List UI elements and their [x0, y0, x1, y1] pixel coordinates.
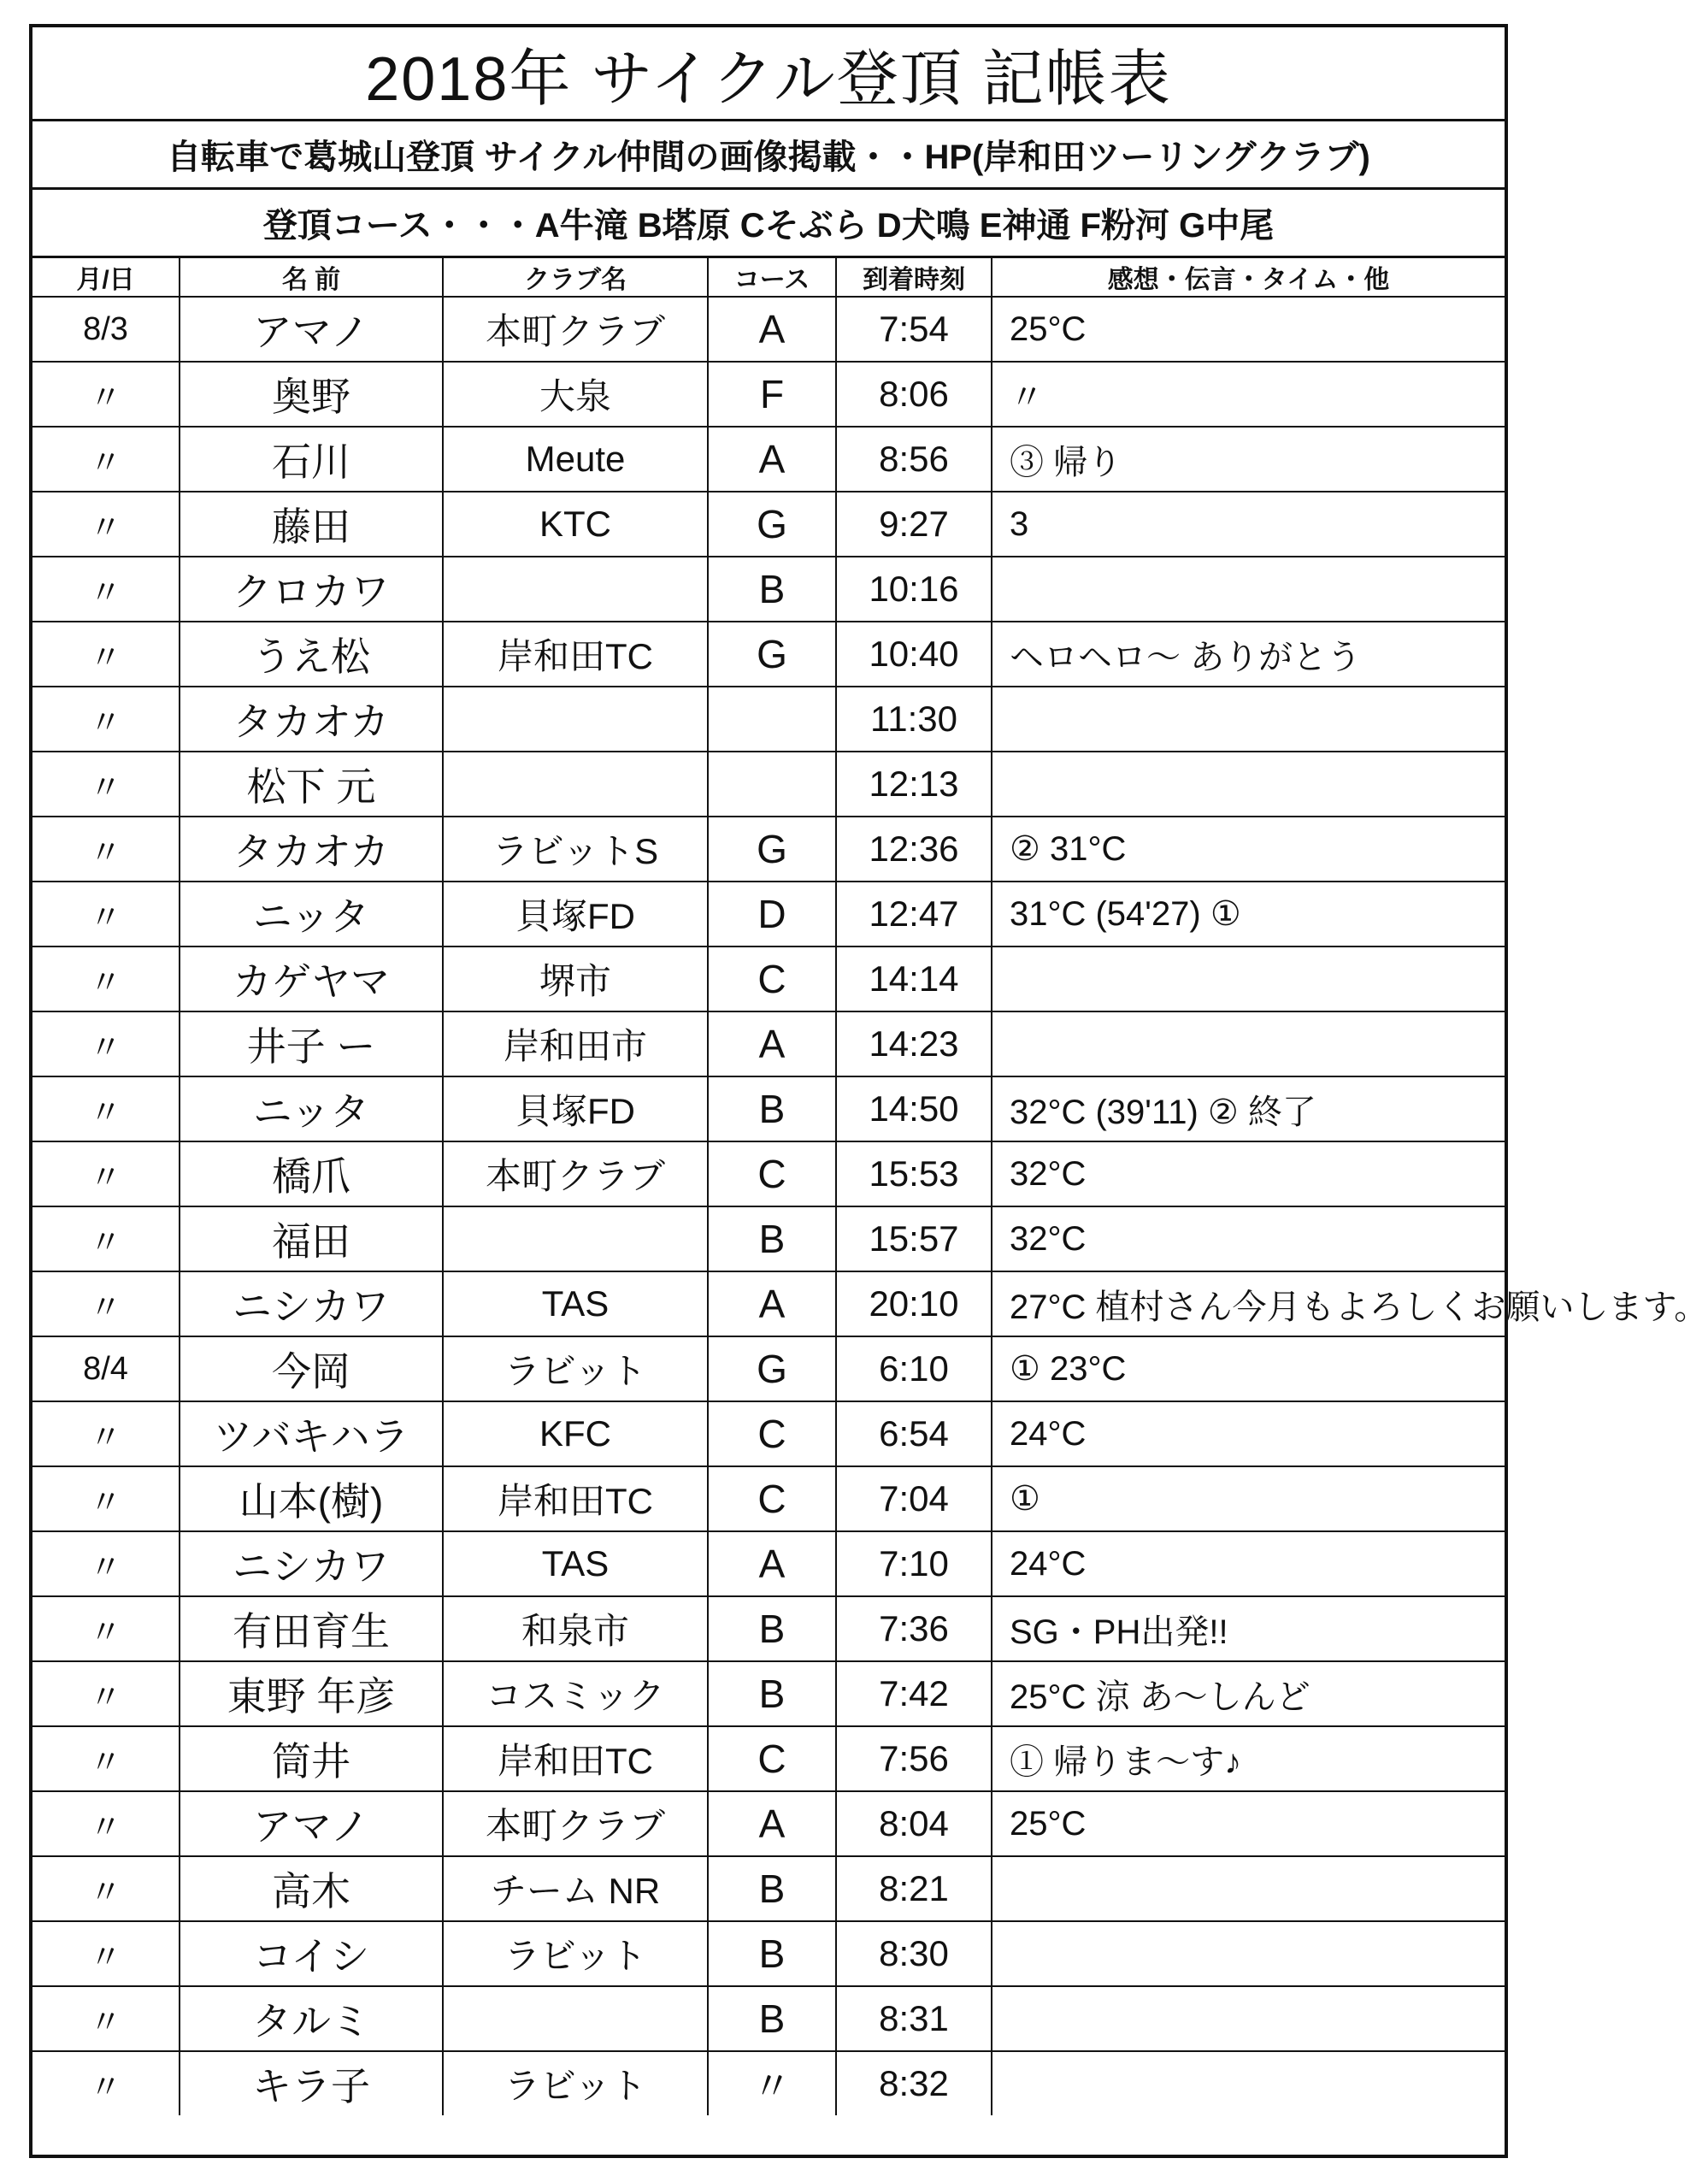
cell-name: 筒井 [180, 1726, 443, 1791]
table-row [32, 297, 1505, 362]
cell-name: 今岡 [180, 1336, 443, 1401]
course-legend: 登頂コース・・・A牛滝 B塔原 Cそぶら D犬鳴 E神通 F粉河 G中尾 [32, 190, 1505, 258]
cell-note: 27°C 植村さん今月もよろしくお願いします。 [992, 1271, 1505, 1336]
cell-date: 〃 [32, 1726, 180, 1791]
table-row [32, 1336, 1505, 1401]
cell-time: 7:36 [836, 1596, 992, 1661]
cell-course: G [708, 1336, 836, 1401]
cell-course: C [708, 1466, 836, 1531]
cell-course: D [708, 882, 836, 947]
cell-time: 8:04 [836, 1791, 992, 1856]
cell-name: キラ子 [180, 2051, 443, 2115]
cell-course: 〃 [708, 2051, 836, 2115]
cell-note [992, 2051, 1505, 2115]
table-row [32, 1271, 1505, 1336]
cell-time: 12:36 [836, 817, 992, 882]
header-date: 月/日 [32, 258, 180, 297]
cell-date: 〃 [32, 1466, 180, 1531]
cell-note: 31°C (54'27) ① [992, 882, 1505, 947]
cell-club [443, 557, 708, 622]
cell-name: ニシカワ [180, 1531, 443, 1596]
cell-note [992, 1856, 1505, 1921]
cell-course: B [708, 557, 836, 622]
table-row [32, 1986, 1505, 2051]
cell-club: 本町クラブ [443, 1791, 708, 1856]
cell-club: ラビットS [443, 817, 708, 882]
cell-note: 3 [992, 492, 1505, 557]
table-row [32, 1141, 1505, 1206]
header-name: 名 前 [180, 258, 443, 297]
cell-time: 20:10 [836, 1271, 992, 1336]
cell-time: 8:30 [836, 1921, 992, 1986]
cell-name: ニシカワ [180, 1271, 443, 1336]
cell-time: 7:54 [836, 297, 992, 362]
table-row [32, 2051, 1505, 2115]
cell-note: ① 帰りま〜す♪ [992, 1726, 1505, 1791]
cell-course: A [708, 1791, 836, 1856]
cell-course: A [708, 297, 836, 362]
cell-course [708, 752, 836, 817]
cell-name: 石川 [180, 427, 443, 492]
cell-date: 〃 [32, 752, 180, 817]
cell-note [992, 1986, 1505, 2051]
cell-time: 12:13 [836, 752, 992, 817]
cell-date: 〃 [32, 687, 180, 752]
info-line: 自転車で葛城山登頂 サイクル仲間の画像掲載・・HP(岸和田ツーリングクラブ) [32, 121, 1505, 190]
cell-note: 24°C [992, 1401, 1505, 1466]
cell-name: 山本(樹) [180, 1466, 443, 1531]
cell-note: 32°C [992, 1206, 1505, 1271]
page-title: 2018年 サイクル登頂 記帳表 [32, 27, 1505, 121]
cell-note: SG・PH出発!! [992, 1596, 1505, 1661]
table-row [32, 817, 1505, 882]
table-row [32, 947, 1505, 1011]
cell-name: タカオカ [180, 817, 443, 882]
cell-time: 7:10 [836, 1531, 992, 1596]
cell-club: TAS [443, 1271, 708, 1336]
cell-name: アマノ [180, 297, 443, 362]
cell-club [443, 687, 708, 752]
cell-name: ニッタ [180, 882, 443, 947]
cell-name: 松下 元 [180, 752, 443, 817]
cell-club [443, 1206, 708, 1271]
table-header [32, 258, 1505, 297]
cell-name: うえ松 [180, 622, 443, 687]
cell-note: 24°C [992, 1531, 1505, 1596]
cell-name: ツバキハラ [180, 1401, 443, 1466]
cell-date: 〃 [32, 1206, 180, 1271]
table-row [32, 1076, 1505, 1141]
cell-date: 〃 [32, 1076, 180, 1141]
cell-time: 8:32 [836, 2051, 992, 2115]
cell-club: 大泉 [443, 362, 708, 427]
cell-course: B [708, 1986, 836, 2051]
cell-time: 11:30 [836, 687, 992, 752]
cell-date: 〃 [32, 492, 180, 557]
cell-course: A [708, 1531, 836, 1596]
cell-date: 8/4 [32, 1336, 180, 1401]
cell-time: 6:54 [836, 1401, 992, 1466]
cell-date: 〃 [32, 1661, 180, 1726]
table-row [32, 557, 1505, 622]
cell-name: 有田育生 [180, 1596, 443, 1661]
table-row [32, 622, 1505, 687]
cell-date: 〃 [32, 1596, 180, 1661]
cell-note: 32°C (39'11) ② 終了 [992, 1076, 1505, 1141]
cell-date: 〃 [32, 817, 180, 882]
table-row [32, 1791, 1505, 1856]
table-row [32, 1596, 1505, 1661]
table-row [32, 1726, 1505, 1791]
cell-name: タカオカ [180, 687, 443, 752]
cell-course: F [708, 362, 836, 427]
cell-name: 橋爪 [180, 1141, 443, 1206]
cell-club: KFC [443, 1401, 708, 1466]
cell-course: B [708, 1206, 836, 1271]
cell-course: B [708, 1661, 836, 1726]
cell-time: 8:21 [836, 1856, 992, 1921]
cell-note: 25°C [992, 1791, 1505, 1856]
table-row [32, 687, 1505, 752]
header-row [32, 258, 1505, 297]
cell-course: G [708, 817, 836, 882]
header-note: 感想・伝言・タイム・他 [992, 258, 1505, 297]
cell-club [443, 752, 708, 817]
cell-note [992, 557, 1505, 622]
cell-date: 〃 [32, 362, 180, 427]
cell-name: カゲヤマ [180, 947, 443, 1011]
cell-date: 〃 [32, 557, 180, 622]
header-course: コース [708, 258, 836, 297]
cell-name: 福田 [180, 1206, 443, 1271]
cell-name: 奥野 [180, 362, 443, 427]
cell-date: 〃 [32, 1791, 180, 1856]
cell-club: 本町クラブ [443, 297, 708, 362]
cell-course: B [708, 1856, 836, 1921]
cell-date: 〃 [32, 1856, 180, 1921]
cell-time: 14:50 [836, 1076, 992, 1141]
cell-note: ヘロヘロ〜 ありがとう [992, 622, 1505, 687]
cell-time: 7:56 [836, 1726, 992, 1791]
cell-date: 〃 [32, 1011, 180, 1076]
cell-club: 貝塚FD [443, 882, 708, 947]
cell-club: KTC [443, 492, 708, 557]
cell-time: 8:06 [836, 362, 992, 427]
cell-time: 7:04 [836, 1466, 992, 1531]
cell-note: 25°C 涼 あ〜しんど [992, 1661, 1505, 1726]
cell-name: 井子 ー [180, 1011, 443, 1076]
cell-club [443, 1986, 708, 2051]
cell-name: 東野 年彦 [180, 1661, 443, 1726]
cell-club: コスミック [443, 1661, 708, 1726]
header-club: クラブ名 [443, 258, 708, 297]
table-body [32, 297, 1708, 2115]
cell-date: 〃 [32, 882, 180, 947]
cell-date: 〃 [32, 2051, 180, 2115]
table-row [32, 752, 1505, 817]
cell-date: 〃 [32, 1271, 180, 1336]
cell-time: 15:57 [836, 1206, 992, 1271]
cell-time: 14:23 [836, 1011, 992, 1076]
cell-time: 9:27 [836, 492, 992, 557]
cell-course: B [708, 1076, 836, 1141]
cell-date: 〃 [32, 622, 180, 687]
cell-date: 8/3 [32, 297, 180, 362]
log-table [32, 258, 1708, 2115]
cell-name: コイシ [180, 1921, 443, 1986]
cell-course: C [708, 1726, 836, 1791]
cell-note: ① 23°C [992, 1336, 1505, 1401]
cell-course: C [708, 1401, 836, 1466]
cell-note [992, 1011, 1505, 1076]
table-row [32, 882, 1505, 947]
cell-club: 堺市 [443, 947, 708, 1011]
cell-date: 〃 [32, 1921, 180, 1986]
table-row [32, 362, 1505, 427]
cell-note: ① [992, 1466, 1505, 1531]
cell-course: B [708, 1596, 836, 1661]
cell-course [708, 687, 836, 752]
cell-course: B [708, 1921, 836, 1986]
cell-course: C [708, 947, 836, 1011]
cell-note: ② 31°C [992, 817, 1505, 882]
cell-time: 15:53 [836, 1141, 992, 1206]
cell-time: 10:16 [836, 557, 992, 622]
cell-note [992, 1921, 1505, 1986]
table-row [32, 1401, 1505, 1466]
cell-club: ラビット [443, 1921, 708, 1986]
cell-club: 和泉市 [443, 1596, 708, 1661]
cell-date: 〃 [32, 1141, 180, 1206]
table-row [32, 1661, 1505, 1726]
cell-time: 6:10 [836, 1336, 992, 1401]
cell-note: 〃 [992, 362, 1505, 427]
table-row [32, 1856, 1505, 1921]
cell-course: G [708, 492, 836, 557]
cell-club: 岸和田TC [443, 1466, 708, 1531]
cell-time: 8:31 [836, 1986, 992, 2051]
cell-course: A [708, 427, 836, 492]
cell-course: A [708, 1271, 836, 1336]
cell-note [992, 947, 1505, 1011]
cell-club: 岸和田TC [443, 1726, 708, 1791]
cell-time: 7:42 [836, 1661, 992, 1726]
cell-name: タルミ [180, 1986, 443, 2051]
header-time: 到着時刻 [836, 258, 992, 297]
cell-date: 〃 [32, 947, 180, 1011]
cell-club: Meute [443, 427, 708, 492]
table-row [32, 1466, 1505, 1531]
cell-time: 14:14 [836, 947, 992, 1011]
table-row [32, 1206, 1505, 1271]
table-row [32, 492, 1505, 557]
cell-club: 岸和田市 [443, 1011, 708, 1076]
cell-note: ③ 帰り [992, 427, 1505, 492]
cell-club: チーム NR [443, 1856, 708, 1921]
cell-date: 〃 [32, 427, 180, 492]
cell-club: 岸和田TC [443, 622, 708, 687]
cell-course: C [708, 1141, 836, 1206]
cell-date: 〃 [32, 1401, 180, 1466]
cell-club: ラビット [443, 2051, 708, 2115]
cell-time: 8:56 [836, 427, 992, 492]
cell-note: 32°C [992, 1141, 1505, 1206]
cell-course: A [708, 1011, 836, 1076]
cell-note [992, 687, 1505, 752]
cell-club: TAS [443, 1531, 708, 1596]
cell-date: 〃 [32, 1986, 180, 2051]
cell-name: 高木 [180, 1856, 443, 1921]
cell-course: G [708, 622, 836, 687]
cell-name: クロカワ [180, 557, 443, 622]
cell-time: 12:47 [836, 882, 992, 947]
cell-note [992, 752, 1505, 817]
cell-club: 本町クラブ [443, 1141, 708, 1206]
cell-club: ラビット [443, 1336, 708, 1401]
cell-time: 10:40 [836, 622, 992, 687]
cell-note: 25°C [992, 297, 1505, 362]
cell-name: 藤田 [180, 492, 443, 557]
table-row [32, 1921, 1505, 1986]
cell-name: アマノ [180, 1791, 443, 1856]
table-row [32, 1011, 1505, 1076]
table-row [32, 1531, 1505, 1596]
table-row [32, 427, 1505, 492]
cell-date: 〃 [32, 1531, 180, 1596]
cell-name: ニッタ [180, 1076, 443, 1141]
cell-club: 貝塚FD [443, 1076, 708, 1141]
log-sheet [29, 24, 1708, 2158]
